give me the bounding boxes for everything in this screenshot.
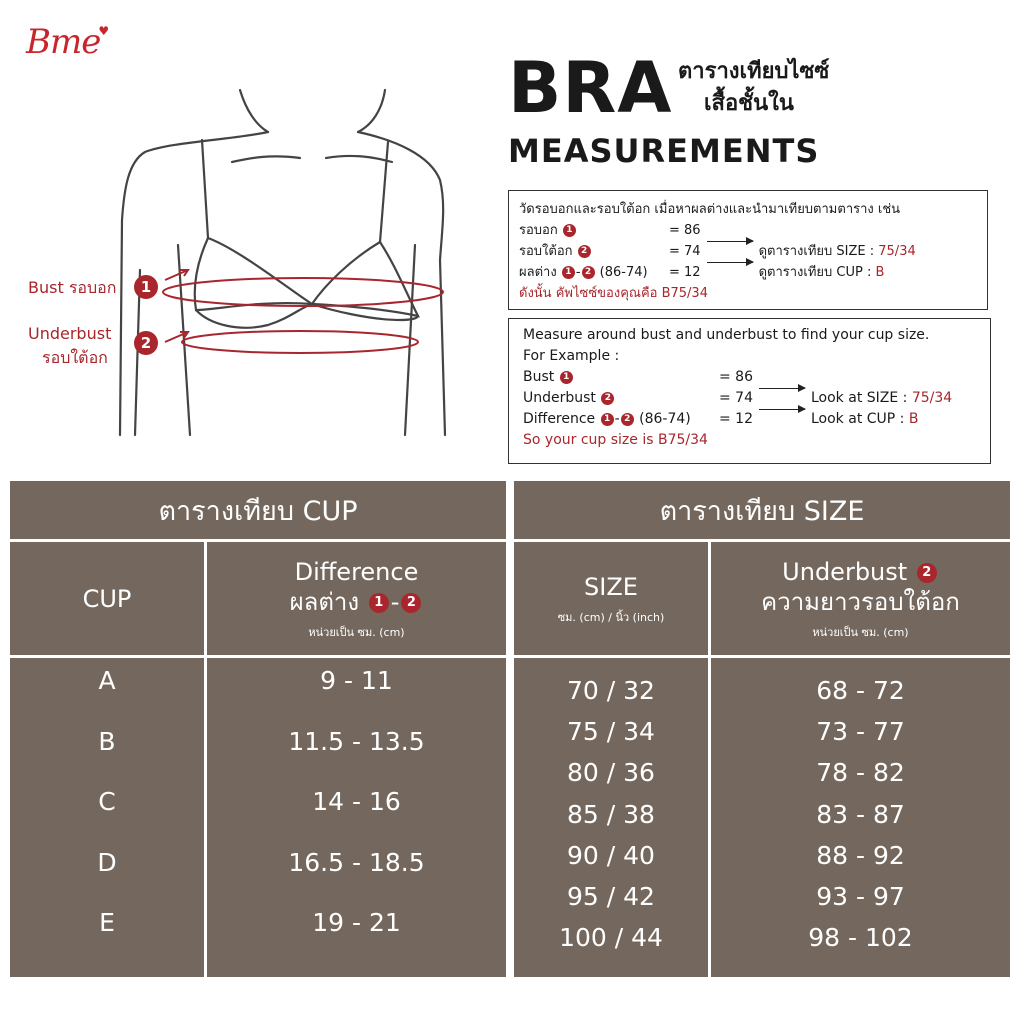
- size-table-underbust-cell: 83 - 87: [816, 799, 905, 829]
- underbust-column-header: Underbust 2 ความยาวรอบใต้อก หน่วยเป็น ซม. (cm): [761, 557, 960, 639]
- bust-number-badge: 1: [134, 275, 158, 299]
- cup-table-cup-cell: D: [97, 847, 117, 877]
- cup-table-cup-cell: C: [98, 787, 116, 816]
- title-bra: BRA: [508, 47, 673, 129]
- cup-table-difference-cell: 19 - 21: [312, 908, 401, 937]
- size-table-size-cell: 85 / 38: [567, 799, 655, 829]
- underbust-label: Underbust: [28, 324, 112, 343]
- english-conclusion: So your cup size is B75/34: [523, 432, 708, 448]
- title-thai: ตารางเทียบไซซ์ เสื้อชั้นใน: [678, 59, 830, 116]
- size-table-size-cell: 95 / 42: [567, 882, 655, 911]
- cup-table: [10, 481, 506, 977]
- cup-table-cup-cell: A: [98, 666, 116, 695]
- thai-example-box: วัดรอบอกและรอบใต้อก เมื่อหาผลต่างและนำมาเทียบตามตาราง เช่น รอบอก 1 = 86 รอบใต้อก 2 = 74 ดูตารางเทียบ SIZE : 75/34 ผลต่าง 1 - 2 (86-74) = 12 ดูตารางเทียบ CUP : B ดังนั้น คัพไซซ์ของคุณคือ B75/34: [508, 190, 988, 310]
- english-intro: Measure around bust and underbust to find your cup size.: [523, 327, 930, 343]
- title-measurements: MEASUREMENTS: [508, 132, 820, 170]
- thai-conclusion: ดังนั้น คัพไซซ์ของคุณคือ B75/34: [519, 286, 708, 301]
- size-table-underbust-cell: 88 - 92: [816, 840, 905, 870]
- size-table-underbust-cell: 78 - 82: [816, 758, 905, 788]
- brand-logo: Bme♥: [26, 22, 109, 62]
- bust-label: Bust รอบอก: [28, 278, 117, 297]
- cup-table-difference-cell: 16.5 - 18.5: [288, 847, 425, 877]
- size-table-underbust-cell: 68 - 72: [816, 676, 905, 705]
- cup-table-cup-cell: E: [99, 908, 115, 937]
- thai-intro: วัดรอบอกและรอบใต้อก เมื่อหาผลต่างและนำมาเทียบตามตาราง เช่น: [519, 202, 901, 217]
- cup-table-difference-cell: 9 - 11: [320, 666, 393, 695]
- underbust-label-thai: รอบใต้อก: [42, 348, 108, 367]
- size-table-size-cell: 90 / 40: [567, 840, 655, 870]
- size-table-size-cell: 100 / 44: [559, 923, 663, 953]
- cup-table-difference-cell: 14 - 16: [312, 787, 401, 816]
- body-illustration: [0, 70, 470, 450]
- cup-table-cup-cell: B: [98, 726, 116, 756]
- cup-column-header: CUP: [82, 584, 132, 613]
- size-table-underbust-cell: 98 - 102: [808, 923, 913, 953]
- size-table-underbust-cell: 93 - 97: [816, 882, 905, 911]
- size-table-size-cell: 75 / 34: [567, 717, 655, 747]
- difference-column-header: Difference ผลต่าง 1 - 2 หน่วยเป็น ซม. (cm): [207, 542, 506, 655]
- underbust-number-badge: 2: [134, 331, 158, 355]
- size-table-size-cell: 80 / 36: [567, 758, 655, 788]
- english-example-box: Measure around bust and underbust to find your cup size. For Example : Bust 1 = 86 Underbust 2 = 74 Look at SIZE : 75/34 Difference 1 - 2 (86-74) = 12 Look at CUP : B So your cup size is B75/34: [508, 318, 991, 464]
- cup-table-difference-cell: 11.5 - 13.5: [288, 726, 425, 756]
- size-column-header: SIZE ซม. (cm) / นิ้ว (inch): [557, 572, 665, 624]
- size-table-title: ตารางเทียบ SIZE: [659, 495, 865, 527]
- size-table-underbust-cell: 73 - 77: [816, 717, 905, 747]
- size-table-size-cell: 70 / 32: [567, 676, 655, 705]
- size-table: [514, 481, 1010, 977]
- cup-table-title: ตารางเทียบ CUP: [158, 495, 358, 527]
